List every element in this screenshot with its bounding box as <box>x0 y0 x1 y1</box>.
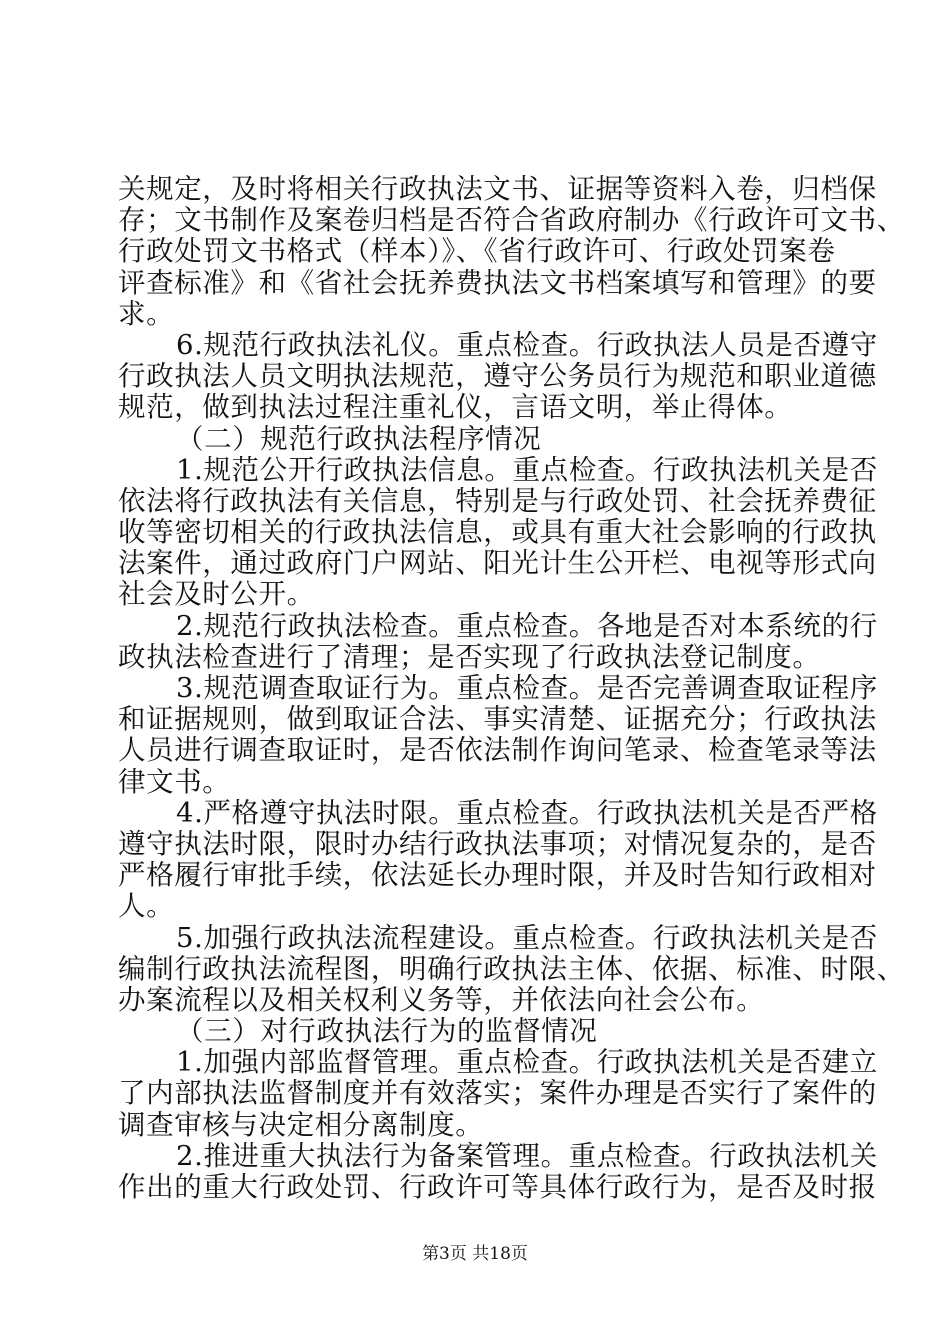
text-line: 调查审核与决定相分离制度。 <box>118 1109 484 1141</box>
section-heading: （二）规范行政执法程序情况 <box>176 423 542 455</box>
text-line: 社会及时公开。 <box>118 578 315 610</box>
text-line: 行政处罚文书格式（样本）》、《省行政许可、行政处罚案卷 <box>118 235 836 267</box>
text-line: 1.加强内部监督管理。重点检查。行政执法机关是否建立 <box>176 1046 878 1078</box>
text-line: 法案件，通过政府门户网站、阳光计生公开栏、电视等形式向 <box>118 547 877 579</box>
text-line: 人员进行调查取证时，是否依法制作询问笔录、检查笔录等法 <box>118 734 877 766</box>
text-line: 律文书。 <box>118 766 231 798</box>
text-line: 严格履行审批手续，依法延长办理时限，并及时告知行政相对 <box>118 859 877 891</box>
text-line: 评查标准》和《省社会抚养费执法文书档案填写和管理》的要 <box>118 267 877 299</box>
text-line: 4.严格遵守执法时限。重点检查。行政执法机关是否严格 <box>176 797 878 829</box>
text-line: 收等密切相关的行政执法信息，或具有重大社会影响的行政执 <box>118 516 877 548</box>
text-line: 规范，做到执法过程注重礼仪，言语文明，举止得体。 <box>118 391 793 423</box>
text-line: 2.规范行政执法检查。重点检查。各地是否对本系统的行 <box>176 610 878 642</box>
text-line: 3.规范调查取证行为。重点检查。是否完善调查取证程序 <box>176 672 878 704</box>
page-number: 第3页 共18页 <box>422 1244 528 1264</box>
text-line: 办案流程以及相关权利义务等，并依法向社会公布。 <box>118 984 765 1016</box>
text-line: 6.规范行政执法礼仪。重点检查。行政执法人员是否遵守 <box>176 329 878 361</box>
text-line: 关规定，及时将相关行政执法文书、证据等资料入卷，归档保 <box>118 173 877 205</box>
text-line: 作出的重大行政处罚、行政许可等具体行政行为，是否及时报 <box>118 1171 877 1203</box>
text-line: 求。 <box>118 298 175 330</box>
text-line: 了内部执法监督制度并有效落实；案件办理是否实行了案件的 <box>118 1077 877 1109</box>
text-line: 政执法检查进行了清理；是否实现了行政执法登记制度。 <box>118 641 821 673</box>
text-line: 行政执法人员文明执法规范，遵守公务员行为规范和职业道德 <box>118 360 877 392</box>
text-line: 2.推进重大执法行为备案管理。重点检查。行政执法机关 <box>176 1140 878 1172</box>
text-line: 和证据规则，做到取证合法、事实清楚、证据充分；行政执法 <box>118 703 877 735</box>
section-heading: （三）对行政执法行为的监督情况 <box>176 1015 598 1047</box>
text-line: 编制行政执法流程图，明确行政执法主体、依据、标准、时限、 <box>118 953 905 985</box>
text-line: 1.规范公开行政执法信息。重点检查。行政执法机关是否 <box>176 454 878 486</box>
text-line: 人。 <box>118 890 175 922</box>
text-line: 5.加强行政执法流程建设。重点检查。行政执法机关是否 <box>176 922 878 954</box>
text-line: 依法将行政执法有关信息，特别是与行政处罚、社会抚养费征 <box>118 485 877 517</box>
text-line: 遵守执法时限，限时办结行政执法事项；对情况复杂的，是否 <box>118 828 877 860</box>
text-line: 存；文书制作及案卷归档是否符合省政府制办《行政许可文书、 <box>118 204 905 236</box>
